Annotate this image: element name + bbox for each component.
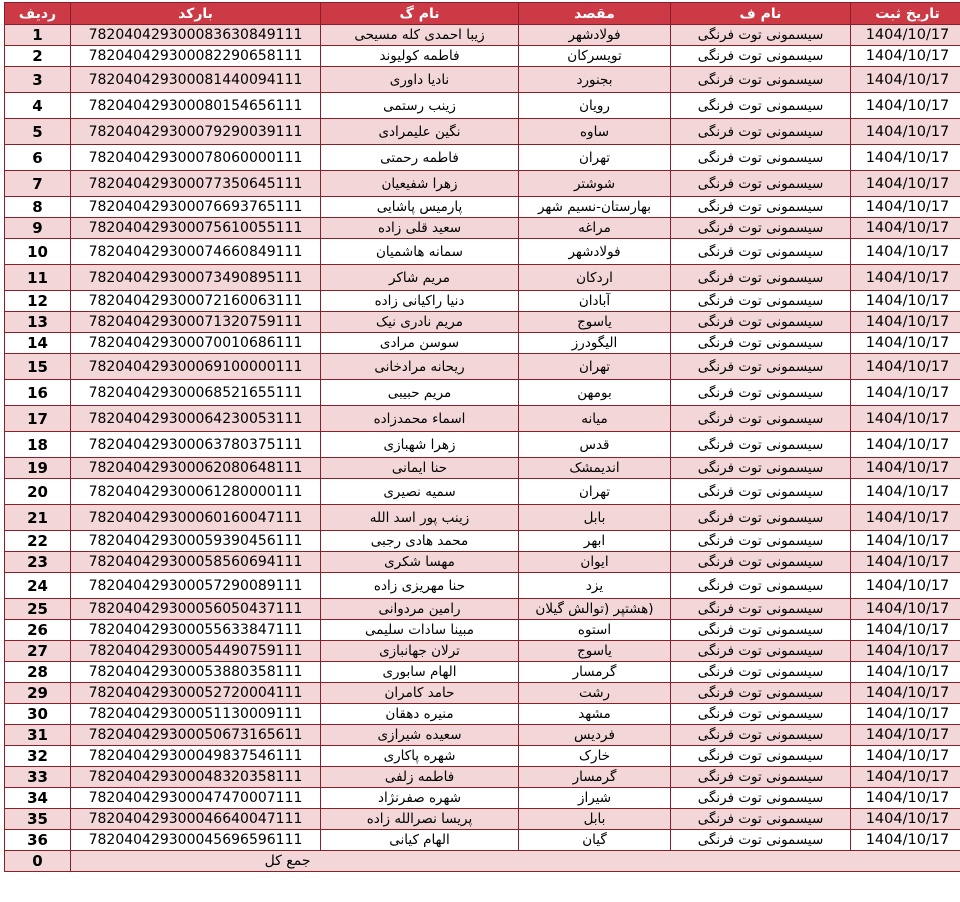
barcode-cell: 782040429300068521655111 [71, 380, 321, 406]
receiver-name-cell: زهرا شفیعیان [321, 171, 519, 197]
header-row [5, 3, 960, 25]
barcode-cell: 782040429300063780375111 [71, 432, 321, 458]
sender-name-cell: سیسمونی توت فرنگی [671, 641, 851, 662]
sender-name-cell: سیسمونی توت فرنگی [671, 620, 851, 641]
receiver-name-cell: سمیه نصیری [321, 479, 519, 505]
sender-name-cell: سیسمونی توت فرنگی [671, 432, 851, 458]
barcode-cell: 782040429300046640047111 [71, 809, 321, 830]
registration-date-cell: 1404/10/17 [851, 145, 960, 171]
barcode-cell: 782040429300083630849111 [71, 25, 321, 46]
receiver-name-cell: حامد کامران [321, 683, 519, 704]
sender-name-cell: سیسمونی توت فرنگی [671, 171, 851, 197]
row-number: 23 [5, 552, 71, 573]
sender-name-cell: سیسمونی توت فرنگی [671, 788, 851, 809]
sender-name-cell: سیسمونی توت فرنگی [671, 406, 851, 432]
row-number: 28 [5, 662, 71, 683]
registration-date-cell: 1404/10/17 [851, 354, 960, 380]
sender-name-cell: سیسمونی توت فرنگی [671, 25, 851, 46]
barcode-cell: 782040429300060160047111 [71, 505, 321, 531]
barcode-cell: 782040429300071320759111 [71, 312, 321, 333]
header-registration-date: تاریخ ثبت [851, 3, 960, 25]
destination-cell: تویسرکان [519, 46, 671, 67]
table-body [5, 25, 960, 851]
destination-cell: بومهن [519, 380, 671, 406]
row-number: 14 [5, 333, 71, 354]
destination-cell: بابل [519, 505, 671, 531]
row-number: 20 [5, 479, 71, 505]
table-row [5, 380, 960, 406]
destination-cell: بهارستان-نسیم شهر [519, 197, 671, 218]
barcode-cell: 782040429300048320358111 [71, 767, 321, 788]
receiver-name-cell: الهام سابوری [321, 662, 519, 683]
barcode-cell: 782040429300079290039111 [71, 119, 321, 145]
destination-cell: یزد [519, 573, 671, 599]
table-row [5, 265, 960, 291]
registration-date-cell: 1404/10/17 [851, 573, 960, 599]
table-row [5, 171, 960, 197]
registration-date-cell: 1404/10/17 [851, 531, 960, 552]
table-row [5, 67, 960, 93]
registration-date-cell: 1404/10/17 [851, 599, 960, 620]
registration-date-cell: 1404/10/17 [851, 218, 960, 239]
registration-date-cell: 1404/10/17 [851, 809, 960, 830]
barcode-cell: 782040429300070010686111 [71, 333, 321, 354]
sender-name-cell: سیسمونی توت فرنگی [671, 458, 851, 479]
header-row-number: ردیف [5, 3, 71, 25]
sender-name-cell: سیسمونی توت فرنگی [671, 197, 851, 218]
row-number: 19 [5, 458, 71, 479]
destination-cell: ساوه [519, 119, 671, 145]
barcode-cell: 782040429300051130009111 [71, 704, 321, 725]
destination-cell: رشت [519, 683, 671, 704]
table-row [5, 683, 960, 704]
barcode-cell: 782040429300059390456111 [71, 531, 321, 552]
sender-name-cell: سیسمونی توت فرنگی [671, 573, 851, 599]
registration-date-cell: 1404/10/17 [851, 171, 960, 197]
row-number: 29 [5, 683, 71, 704]
destination-cell: آبادان [519, 291, 671, 312]
table-row [5, 239, 960, 265]
registration-date-cell: 1404/10/17 [851, 767, 960, 788]
sender-name-cell: سیسمونی توت فرنگی [671, 505, 851, 531]
table-row [5, 406, 960, 432]
sender-name-cell: سیسمونی توت فرنگی [671, 531, 851, 552]
receiver-name-cell: زهرا شهبازی [321, 432, 519, 458]
barcode-cell: 782040429300049837546111 [71, 746, 321, 767]
receiver-name-cell: مهسا شکری [321, 552, 519, 573]
receiver-name-cell: مریم نادری نیک [321, 312, 519, 333]
barcode-cell: 782040429300082290658111 [71, 46, 321, 67]
destination-cell: شوشتر [519, 171, 671, 197]
table-row [5, 531, 960, 552]
row-number: 34 [5, 788, 71, 809]
row-number: 32 [5, 746, 71, 767]
barcode-cell: 782040429300050673165611 [71, 725, 321, 746]
row-number: 11 [5, 265, 71, 291]
sender-name-cell: سیسمونی توت فرنگی [671, 830, 851, 851]
destination-cell: گیان [519, 830, 671, 851]
sender-name-cell: سیسمونی توت فرنگی [671, 67, 851, 93]
sender-name-cell: سیسمونی توت فرنگی [671, 809, 851, 830]
registration-date-cell: 1404/10/17 [851, 620, 960, 641]
row-number: 36 [5, 830, 71, 851]
sender-name-cell: سیسمونی توت فرنگی [671, 312, 851, 333]
registration-date-cell: 1404/10/17 [851, 552, 960, 573]
registration-date-cell: 1404/10/17 [851, 406, 960, 432]
row-number: 17 [5, 406, 71, 432]
barcode-cell: 782040429300074660849111 [71, 239, 321, 265]
receiver-name-cell: نادیا داوری [321, 67, 519, 93]
registration-date-cell: 1404/10/17 [851, 662, 960, 683]
row-number: 5 [5, 119, 71, 145]
destination-cell: تهران [519, 479, 671, 505]
barcode-table [4, 2, 960, 872]
barcode-cell: 782040429300052720004111 [71, 683, 321, 704]
table-row [5, 725, 960, 746]
receiver-name-cell: حنا مهریزی زاده [321, 573, 519, 599]
destination-cell: الیگودرز [519, 333, 671, 354]
sender-name-cell: سیسمونی توت فرنگی [671, 552, 851, 573]
barcode-cell: 782040429300045696596111 [71, 830, 321, 851]
table-row [5, 197, 960, 218]
total-value: 0 [5, 851, 71, 872]
destination-cell: تهران [519, 354, 671, 380]
destination-cell: فردیس [519, 725, 671, 746]
table-row [5, 704, 960, 725]
destination-cell: خارک [519, 746, 671, 767]
row-number: 31 [5, 725, 71, 746]
table-row [5, 830, 960, 851]
table-row [5, 25, 960, 46]
table-row [5, 93, 960, 119]
destination-cell: ایوان [519, 552, 671, 573]
header-receiver-name: نام گ [321, 3, 519, 25]
destination-cell: قدس [519, 432, 671, 458]
receiver-name-cell: فاطمه کولیوند [321, 46, 519, 67]
table-row [5, 218, 960, 239]
registration-date-cell: 1404/10/17 [851, 479, 960, 505]
receiver-name-cell: پارمیس پاشایی [321, 197, 519, 218]
receiver-name-cell: فاطمه زلفی [321, 767, 519, 788]
destination-cell: اندیمشک [519, 458, 671, 479]
receiver-name-cell: پریسا نصرالله زاده [321, 809, 519, 830]
sender-name-cell: سیسمونی توت فرنگی [671, 119, 851, 145]
destination-cell: تهران [519, 145, 671, 171]
barcode-cell: 782040429300073490895111 [71, 265, 321, 291]
sender-name-cell: سیسمونی توت فرنگی [671, 333, 851, 354]
sender-name-cell: سیسمونی توت فرنگی [671, 291, 851, 312]
barcode-cell: 782040429300081440094111 [71, 67, 321, 93]
receiver-name-cell: شهره صفرنژاد [321, 788, 519, 809]
destination-cell: فولادشهر [519, 239, 671, 265]
table-header [5, 3, 960, 25]
barcode-cell: 782040429300069100000111 [71, 354, 321, 380]
receiver-name-cell: شهره پاکاری [321, 746, 519, 767]
barcode-cell: 782040429300055633847111 [71, 620, 321, 641]
destination-cell: یاسوج [519, 312, 671, 333]
barcode-cell: 782040429300064230053111 [71, 406, 321, 432]
destination-cell: مراغه [519, 218, 671, 239]
row-number: 18 [5, 432, 71, 458]
barcode-cell: 782040429300054490759111 [71, 641, 321, 662]
table-row [5, 746, 960, 767]
registration-date-cell: 1404/10/17 [851, 380, 960, 406]
sender-name-cell: سیسمونی توت فرنگی [671, 683, 851, 704]
registration-date-cell: 1404/10/17 [851, 312, 960, 333]
receiver-name-cell: سمانه هاشمیان [321, 239, 519, 265]
row-number: 13 [5, 312, 71, 333]
sender-name-cell: سیسمونی توت فرنگی [671, 479, 851, 505]
table-row [5, 505, 960, 531]
receiver-name-cell: مبینا سادات سلیمی [321, 620, 519, 641]
destination-cell: مشهد [519, 704, 671, 725]
sender-name-cell: سیسمونی توت فرنگی [671, 218, 851, 239]
receiver-name-cell: سعیده شیرازی [321, 725, 519, 746]
row-number: 6 [5, 145, 71, 171]
table-row [5, 573, 960, 599]
header-destination: مقصد [519, 3, 671, 25]
header-barcode: بارکد [71, 3, 321, 25]
sender-name-cell: سیسمونی توت فرنگی [671, 46, 851, 67]
table-row [5, 788, 960, 809]
receiver-name-cell: مریم شاکر [321, 265, 519, 291]
registration-date-cell: 1404/10/17 [851, 119, 960, 145]
row-number: 21 [5, 505, 71, 531]
row-number: 7 [5, 171, 71, 197]
destination-cell: رویان [519, 93, 671, 119]
sender-name-cell: سیسمونی توت فرنگی [671, 599, 851, 620]
registration-date-cell: 1404/10/17 [851, 67, 960, 93]
registration-date-cell: 1404/10/17 [851, 25, 960, 46]
row-number: 3 [5, 67, 71, 93]
registration-date-cell: 1404/10/17 [851, 505, 960, 531]
destination-cell: میانه [519, 406, 671, 432]
table-row [5, 552, 960, 573]
sender-name-cell: سیسمونی توت فرنگی [671, 239, 851, 265]
barcode-cell: 782040429300056050437111 [71, 599, 321, 620]
table-row [5, 333, 960, 354]
barcode-cell: 782040429300078060000111 [71, 145, 321, 171]
table-row [5, 458, 960, 479]
table-row [5, 599, 960, 620]
table-row [5, 46, 960, 67]
receiver-name-cell: الهام کیانی [321, 830, 519, 851]
barcode-cell: 782040429300061280000111 [71, 479, 321, 505]
receiver-name-cell: مریم حبیبی [321, 380, 519, 406]
receiver-name-cell: ترلان جهانبازی [321, 641, 519, 662]
sender-name-cell: سیسمونی توت فرنگی [671, 662, 851, 683]
table-row [5, 641, 960, 662]
row-number: 25 [5, 599, 71, 620]
row-number: 26 [5, 620, 71, 641]
destination-cell: اردکان [519, 265, 671, 291]
sender-name-cell: سیسمونی توت فرنگی [671, 354, 851, 380]
receiver-name-cell: زیبا احمدی کله مسیحی [321, 25, 519, 46]
destination-cell: بجنورد [519, 67, 671, 93]
barcode-cell: 782040429300053880358111 [71, 662, 321, 683]
sender-name-cell: سیسمونی توت فرنگی [671, 704, 851, 725]
row-number: 9 [5, 218, 71, 239]
registration-date-cell: 1404/10/17 [851, 46, 960, 67]
sender-name-cell: سیسمونی توت فرنگی [671, 746, 851, 767]
registration-date-cell: 1404/10/17 [851, 788, 960, 809]
destination-cell: استوه [519, 620, 671, 641]
table-row [5, 291, 960, 312]
barcode-cell: 782040429300080154656111 [71, 93, 321, 119]
receiver-name-cell: سعید قلی زاده [321, 218, 519, 239]
receiver-name-cell: منیره دهقان [321, 704, 519, 725]
row-number: 27 [5, 641, 71, 662]
registration-date-cell: 1404/10/17 [851, 458, 960, 479]
barcode-cell: 782040429300058560694111 [71, 552, 321, 573]
registration-date-cell: 1404/10/17 [851, 197, 960, 218]
row-number: 15 [5, 354, 71, 380]
table-footer [5, 851, 960, 872]
table-row [5, 119, 960, 145]
table-row [5, 479, 960, 505]
sender-name-cell: سیسمونی توت فرنگی [671, 145, 851, 171]
receiver-name-cell: فاطمه رحمتی [321, 145, 519, 171]
receiver-name-cell: اسماء محمدزاده [321, 406, 519, 432]
barcode-cell: 782040429300072160063111 [71, 291, 321, 312]
receiver-name-cell: سوسن مرادی [321, 333, 519, 354]
receiver-name-cell: ریحانه مرادخانی [321, 354, 519, 380]
registration-date-cell: 1404/10/17 [851, 641, 960, 662]
registration-date-cell: 1404/10/17 [851, 683, 960, 704]
registration-date-cell: 1404/10/17 [851, 746, 960, 767]
barcode-cell: 782040429300057290089111 [71, 573, 321, 599]
row-number: 1 [5, 25, 71, 46]
row-number: 2 [5, 46, 71, 67]
total-label: جمع کل [71, 851, 321, 872]
registration-date-cell: 1404/10/17 [851, 725, 960, 746]
barcode-cell: 782040429300075610055111 [71, 218, 321, 239]
sender-name-cell: سیسمونی توت فرنگی [671, 93, 851, 119]
header-sender-name: نام ف [671, 3, 851, 25]
row-number: 16 [5, 380, 71, 406]
row-number: 4 [5, 93, 71, 119]
destination-cell: گرمسار [519, 662, 671, 683]
table-row [5, 354, 960, 380]
destination-cell: یاسوج [519, 641, 671, 662]
row-number: 35 [5, 809, 71, 830]
table-row [5, 432, 960, 458]
destination-cell: شیراز [519, 788, 671, 809]
registration-date-cell: 1404/10/17 [851, 93, 960, 119]
barcode-cell: 782040429300047470007111 [71, 788, 321, 809]
destination-cell: بابل [519, 809, 671, 830]
sender-name-cell: سیسمونی توت فرنگی [671, 265, 851, 291]
receiver-name-cell: زینب پور اسد الله [321, 505, 519, 531]
table-row [5, 767, 960, 788]
sender-name-cell: سیسمونی توت فرنگی [671, 767, 851, 788]
destination-cell: (هشتپر (توالش گیلان [519, 599, 671, 620]
table-row [5, 809, 960, 830]
row-number: 12 [5, 291, 71, 312]
table-row [5, 662, 960, 683]
sender-name-cell: سیسمونی توت فرنگی [671, 380, 851, 406]
registration-date-cell: 1404/10/17 [851, 432, 960, 458]
destination-cell: ابهر [519, 531, 671, 552]
row-number: 30 [5, 704, 71, 725]
barcode-cell: 782040429300076693765111 [71, 197, 321, 218]
barcode-cell: 782040429300062080648111 [71, 458, 321, 479]
row-number: 22 [5, 531, 71, 552]
total-row [5, 851, 960, 872]
registration-date-cell: 1404/10/17 [851, 333, 960, 354]
destination-cell: فولادشهر [519, 25, 671, 46]
table-row [5, 312, 960, 333]
registration-date-cell: 1404/10/17 [851, 830, 960, 851]
table-row [5, 620, 960, 641]
row-number: 8 [5, 197, 71, 218]
total-empty-cell [321, 851, 960, 872]
registration-date-cell: 1404/10/17 [851, 239, 960, 265]
registration-date-cell: 1404/10/17 [851, 291, 960, 312]
row-number: 24 [5, 573, 71, 599]
receiver-name-cell: نگین علیمرادی [321, 119, 519, 145]
barcode-cell: 782040429300077350645111 [71, 171, 321, 197]
table-row [5, 145, 960, 171]
registration-date-cell: 1404/10/17 [851, 265, 960, 291]
receiver-name-cell: محمد هادی رجبی [321, 531, 519, 552]
receiver-name-cell: دنیا راکیانی زاده [321, 291, 519, 312]
destination-cell: گرمسار [519, 767, 671, 788]
receiver-name-cell: حنا ایمانی [321, 458, 519, 479]
registration-date-cell: 1404/10/17 [851, 704, 960, 725]
row-number: 10 [5, 239, 71, 265]
sender-name-cell: سیسمونی توت فرنگی [671, 725, 851, 746]
receiver-name-cell: رامین مردوانی [321, 599, 519, 620]
receiver-name-cell: زینب رستمی [321, 93, 519, 119]
row-number: 33 [5, 767, 71, 788]
